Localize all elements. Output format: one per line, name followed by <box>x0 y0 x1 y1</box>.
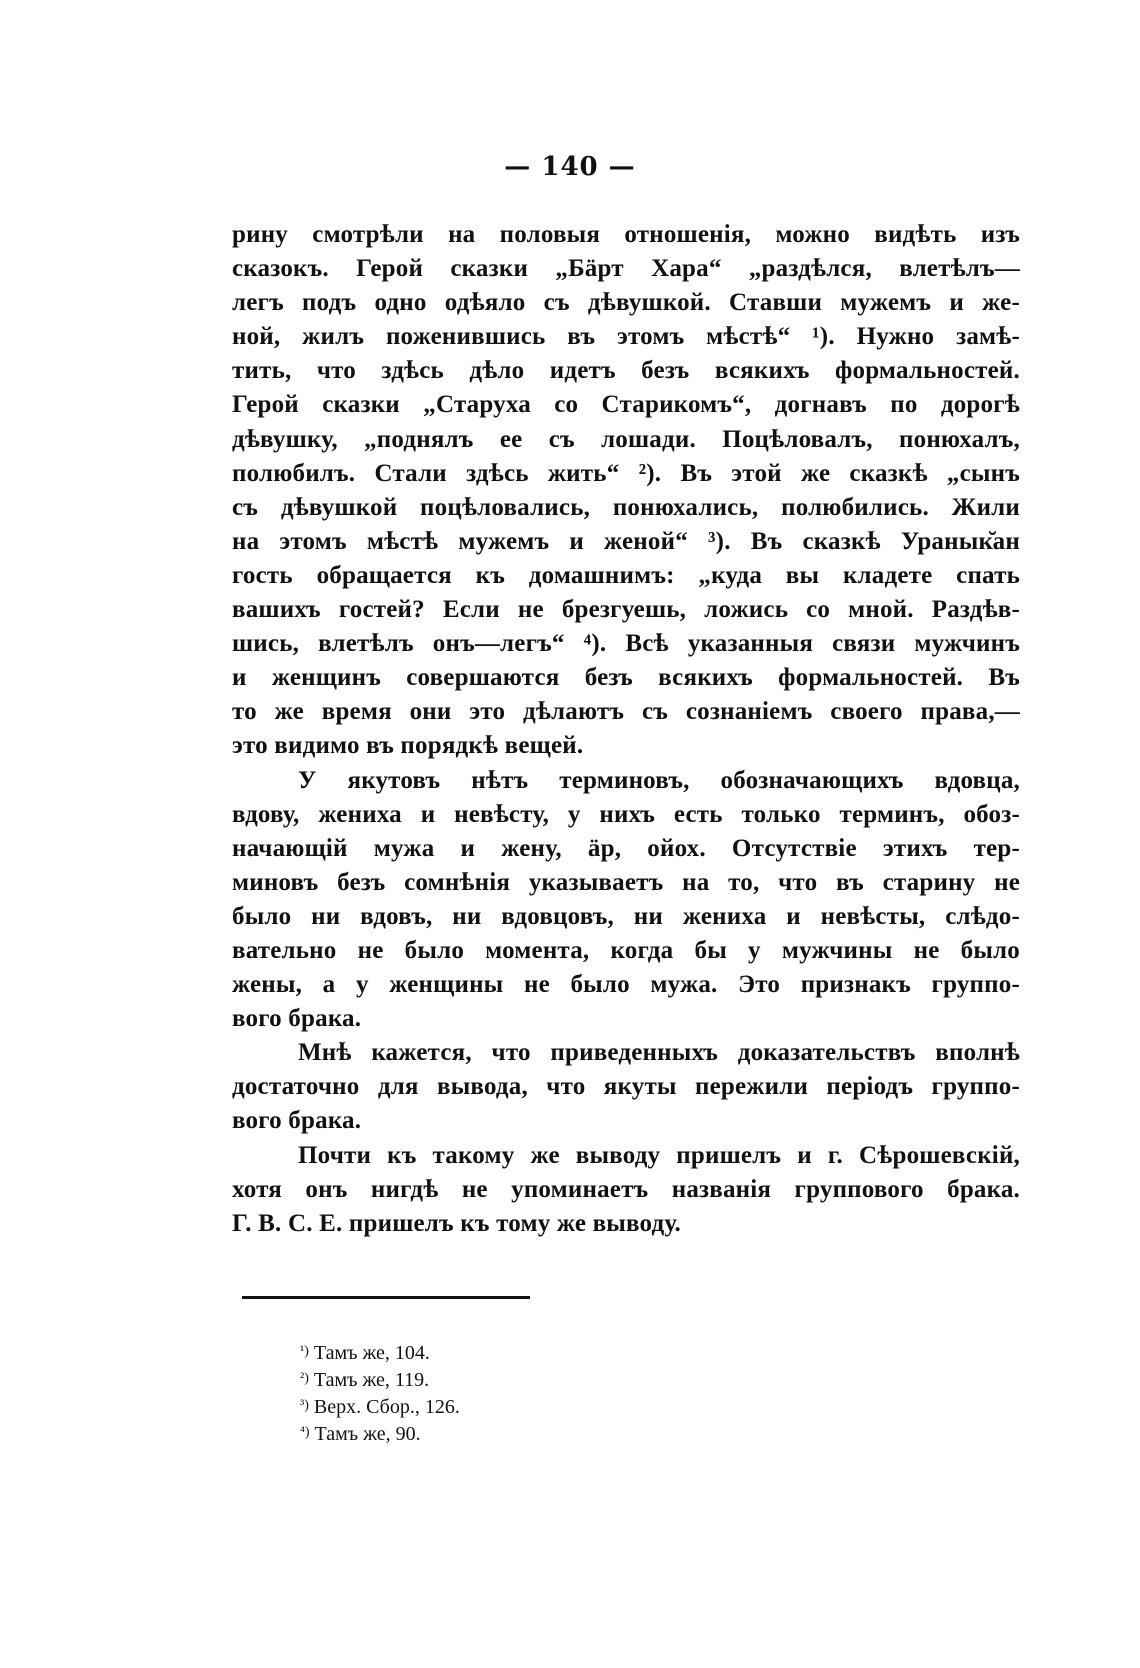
footnote <box>300 1340 700 1367</box>
text-line: достаточно для вывода, что якуты пережили періодъ группо- <box>232 1073 1020 1101</box>
text-line: вого брака. <box>232 1107 362 1135</box>
text-line: сказокъ. Герой сказки „Бӓрт Хара“ „раздѣлся, влетѣлъ— <box>232 255 1020 283</box>
text-line: дѣвушку, „поднялъ ее съ лошади. Поцѣловалъ, понюхалъ, <box>232 425 1020 453</box>
text-line: вдову, жениха и невѣсту, у нихъ есть только терминъ, обоз- <box>232 800 1020 828</box>
footnote-mark: ⁴) <box>300 1425 310 1440</box>
footnote-text: Тамъ же, 90. <box>314 1423 421 1445</box>
footnote <box>300 1421 700 1448</box>
text-line: это видимо въ порядкѣ вещей. <box>232 732 584 760</box>
text-line: ной, жилъ поженившись въ этомъ мѣстѣ“ ¹). Нужно замѣ- <box>232 323 1020 351</box>
text-line: тить, что здѣсь дѣло идетъ безъ всякихъ формальностей. <box>232 357 1020 385</box>
text-line: шись, влетѣлъ онъ—легъ“ ⁴). Всѣ указанныя связи мужчинъ <box>232 630 1020 658</box>
text-line: Мнѣ кажется, что приведенныхъ доказательствъ вполнѣ <box>298 1039 1020 1067</box>
text-line: Герой сказки „Старуха со Старикомъ“, догнавъ по дорогѣ <box>232 391 1020 419</box>
footnote-text: Тамъ же, 119. <box>313 1369 430 1391</box>
text-line: рину смотрѣли на половыя отношенія, можно видѣть изъ <box>232 221 1020 248</box>
text-line: было ни вдовъ, ни вдовцовъ, ни жениха и невѣсты, слѣдо- <box>232 902 1020 930</box>
footnotes <box>300 1340 700 1448</box>
text-line: вательно не было момента, когда бы у мужчины не было <box>232 936 1020 964</box>
footnote <box>300 1367 700 1394</box>
footnote-text: Верх. Сбор., 126. <box>313 1396 460 1418</box>
text-line: то же время они это дѣлаютъ съ сознаніемъ своего права,— <box>232 698 1020 726</box>
text-line: У якутовъ нѣтъ терминовъ, обозначающихъ вдовца, <box>298 766 1020 794</box>
page-number: — 140 — <box>504 152 636 182</box>
text-line: вашихъ гостей? Если не брезгуешь, ложись со мной. Раздѣв- <box>232 596 1020 624</box>
text-line: миновъ безъ сомнѣнія указываетъ на то, что въ старину не <box>232 868 1020 896</box>
footnote <box>300 1394 700 1421</box>
text-line: гость обращается къ домашнимъ: „куда вы кладете спать <box>232 561 1020 589</box>
footnote-divider <box>242 1296 530 1299</box>
text-line: начающій мужа и жену, ӓр, ойох. Отсутствіе этихъ тер- <box>232 834 1020 862</box>
text-line: на этомъ мѣстѣ мужемъ и женой“ ³). Въ сказкѣ Уранык̆ан <box>232 527 1020 555</box>
text-line: хотя онъ нигдѣ не упоминаетъ названія группового брака. <box>232 1175 1020 1203</box>
footnote-mark: ²) <box>300 1371 309 1386</box>
text-line: вого брака. <box>232 1005 362 1033</box>
text-line: Почти къ такому же выводу пришелъ и г. Сѣрошевскій, <box>298 1141 1020 1169</box>
text-line: Г. В. С. Е. пришелъ къ тому же выводу. <box>232 1209 682 1237</box>
text-line: легъ подъ одно одѣяло съ дѣвушкой. Ставши мужемъ и же- <box>232 289 1020 317</box>
footnote-mark: ¹) <box>300 1344 309 1359</box>
footnote-text: Тамъ же, 104. <box>313 1342 430 1364</box>
text-line: съ дѣвушкой поцѣловались, понюхались, полюбились. Жили <box>232 493 1020 521</box>
body-text <box>232 218 1020 1241</box>
text-line: полюбилъ. Стали здѣсь жить“ ²). Въ этой же сказкѣ „сынъ <box>232 459 1020 487</box>
text-line: и женщинъ совершаются безъ всякихъ формальностей. Въ <box>232 664 1020 692</box>
footnote-mark: ³) <box>300 1398 309 1413</box>
text-line: жены, а у женщины не было мужа. Это признакъ группо- <box>232 971 1020 999</box>
